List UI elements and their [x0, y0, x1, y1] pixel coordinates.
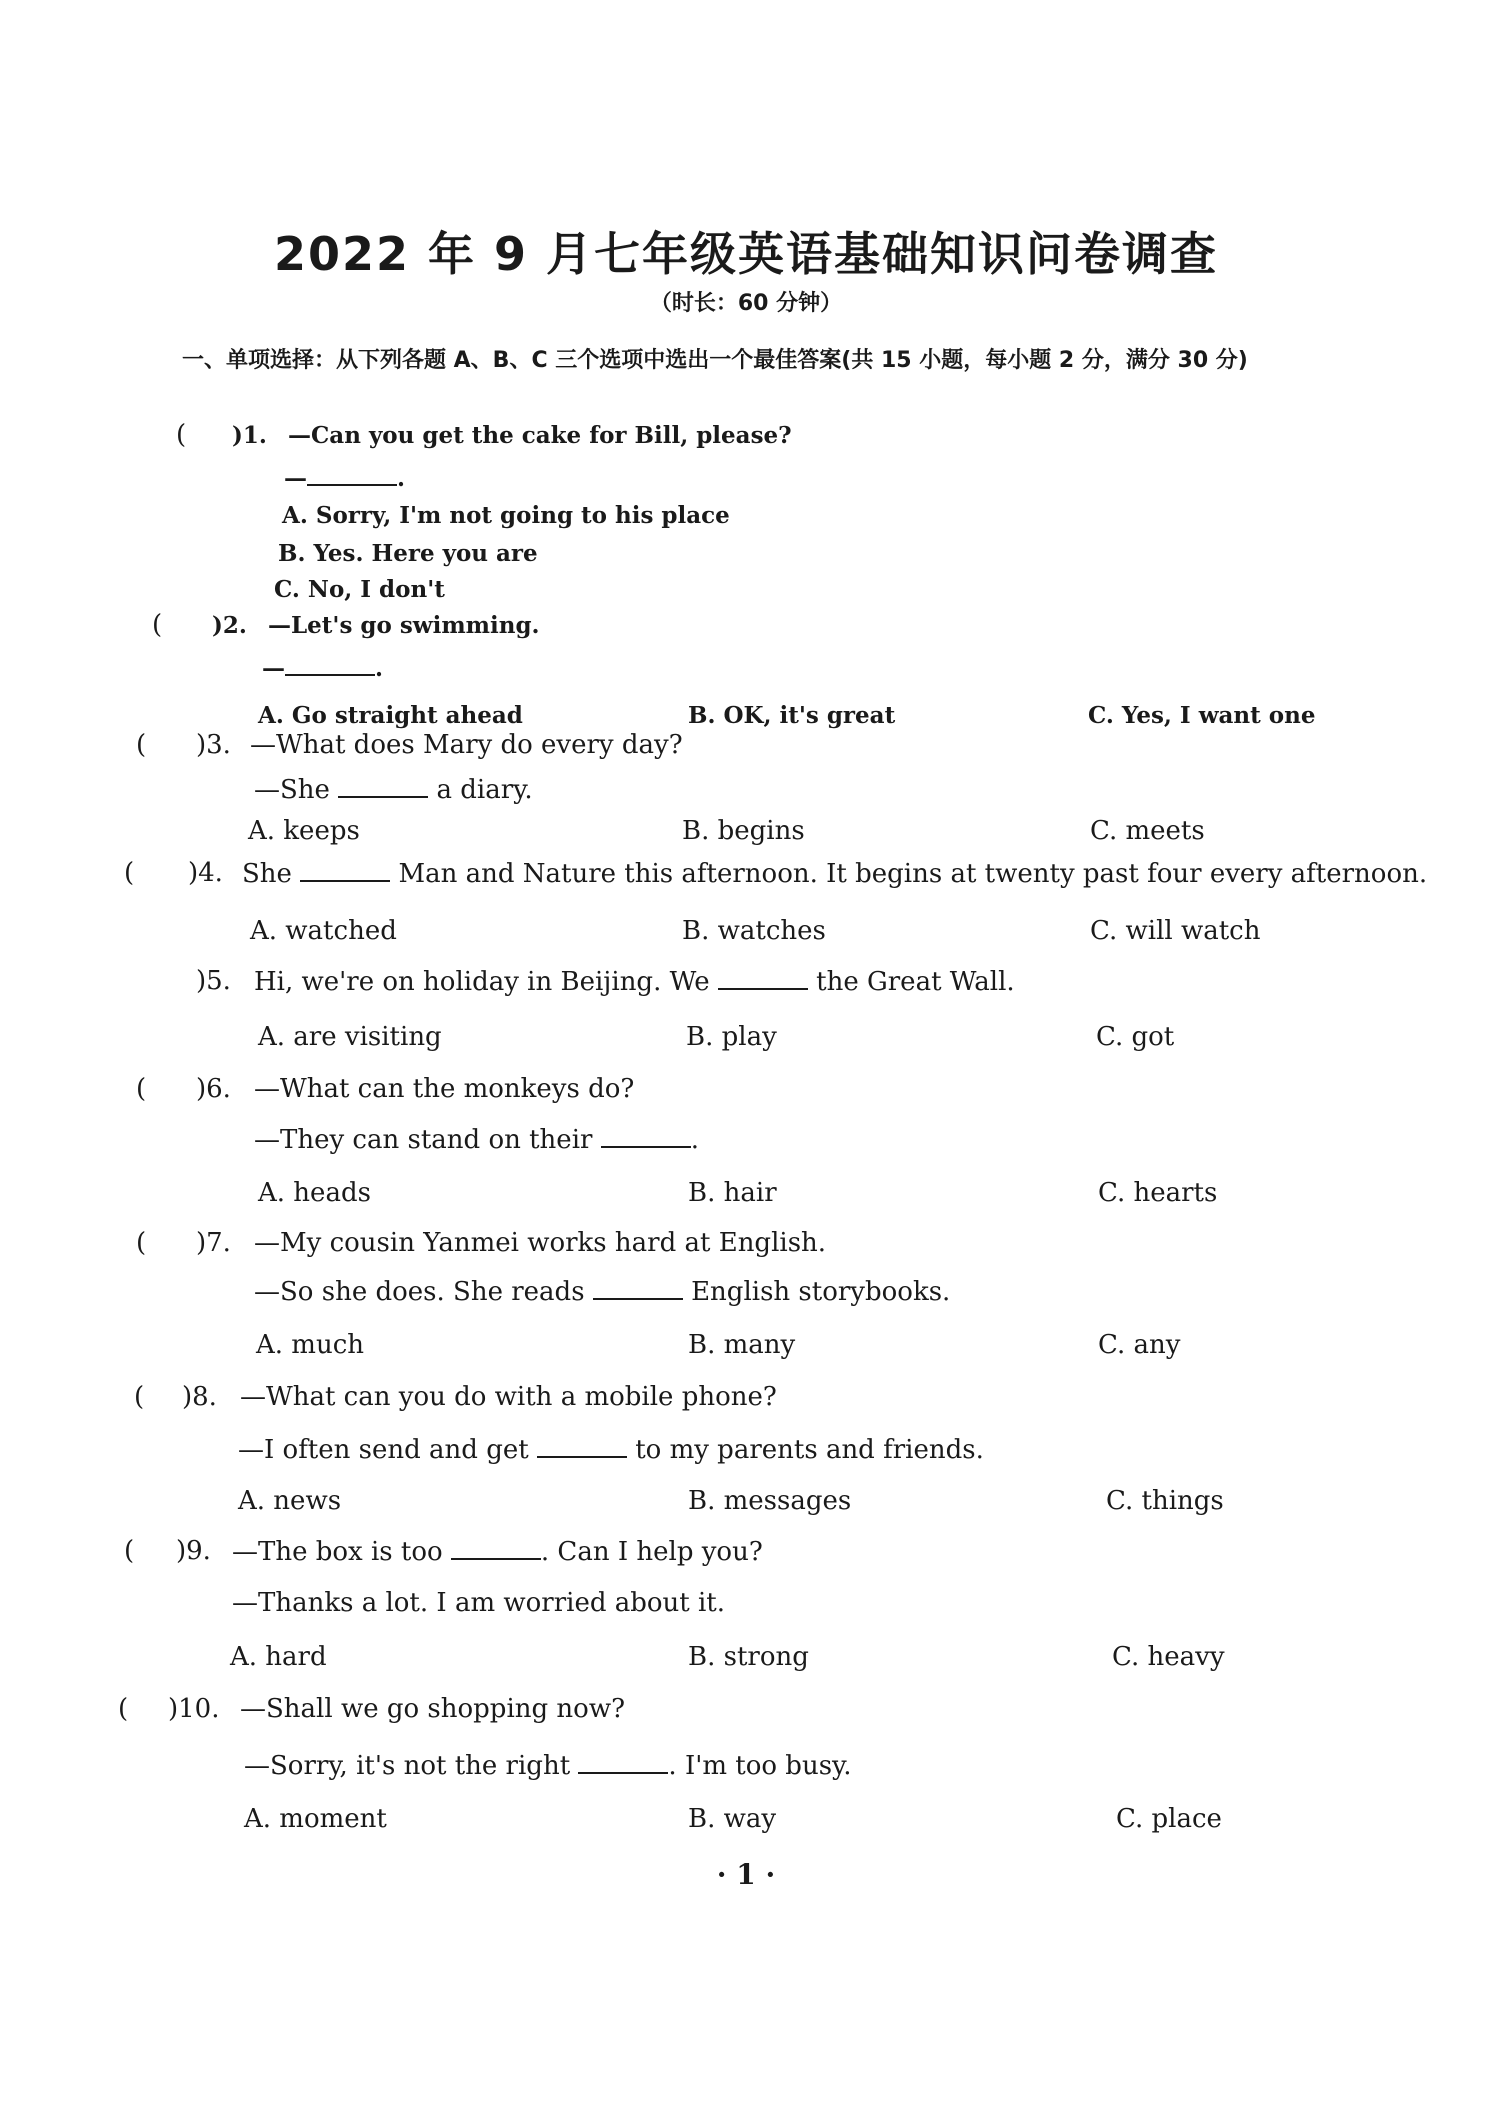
option-b: B. watches — [682, 916, 826, 946]
option-a: A. hard — [230, 1642, 327, 1672]
option-c: C. heavy — [1112, 1642, 1225, 1672]
option-b: B. messages — [688, 1486, 852, 1516]
question-reply: —They can stand on their . — [254, 1125, 699, 1155]
question-stem: —What does Mary do every day? — [250, 730, 683, 760]
option-c: C. things — [1106, 1486, 1224, 1516]
question-number: )2. — [212, 612, 247, 639]
answer-blank — [451, 1536, 541, 1560]
answer-blank — [537, 1434, 627, 1458]
section-instruction: 一、单项选择：从下列各题 A、B、C 三个选项中选出一个最佳答案(共 15 小题，每小题 2 分，满分 30 分) — [182, 348, 1248, 373]
question-stem: —Shall we go shopping now? — [240, 1694, 626, 1724]
option-a: A. Go straight ahead — [258, 702, 523, 729]
question-number: )6. — [196, 1074, 231, 1104]
question-stem: —The box is too . Can I help you? — [232, 1537, 763, 1567]
option-c: C. place — [1116, 1804, 1222, 1834]
option-c: C. Yes, I want one — [1088, 702, 1316, 729]
answer-paren: ( — [134, 1382, 145, 1412]
exam-title: 2022 年 9 月七年级英语基础知识问卷调查 — [273, 227, 1219, 281]
answer-paren: ( — [152, 610, 163, 640]
question-stem: She Man and Nature this afternoon. It begins at twenty past four every afternoon. — [242, 859, 1428, 889]
page-number: · 1 · — [716, 1858, 776, 1891]
option-c: C. any — [1098, 1330, 1181, 1360]
question-number: )4. — [188, 858, 223, 888]
question-number: )7. — [196, 1228, 231, 1258]
option-c: C. will watch — [1090, 916, 1261, 946]
option-b: B. hair — [688, 1178, 777, 1208]
question-reply: —So she does. She reads English storybooks. — [254, 1277, 951, 1307]
question-stem: —Let's go swimming. — [268, 612, 540, 639]
question-reply: —Sorry, it's not the right . I'm too busy. — [244, 1751, 852, 1781]
option-c: C. got — [1096, 1022, 1175, 1052]
question-stem: —What can the monkeys do? — [254, 1074, 635, 1104]
question-number: )5. — [196, 966, 231, 996]
option-b: B. strong — [688, 1642, 809, 1672]
question-reply: —Thanks a lot. I am worried about it. — [232, 1588, 726, 1618]
option-a: A. news — [238, 1486, 342, 1516]
option-b: B. many — [688, 1330, 796, 1360]
answer-paren: ( — [136, 1228, 147, 1258]
answer-blank — [307, 462, 397, 486]
question-stem: Hi, we're on holiday in Beijing. We the Great Wall. — [254, 967, 1015, 997]
answer-blank — [601, 1124, 691, 1148]
question-reply: —She a diary. — [254, 775, 533, 805]
option-a: A. keeps — [248, 816, 360, 846]
option-b: B. play — [686, 1022, 777, 1052]
question-stem: —Can you get the cake for Bill, please? — [288, 422, 792, 449]
answer-blank — [578, 1750, 668, 1774]
answer-paren: ( — [124, 858, 135, 888]
option-a: A. are visiting — [258, 1022, 442, 1052]
question-number: )1. — [232, 422, 267, 449]
option-b: B. OK, it's great — [688, 702, 896, 729]
question-stem: —What can you do with a mobile phone? — [240, 1382, 777, 1412]
option-b: B. Yes. Here you are — [278, 540, 538, 567]
answer-paren: ( — [136, 1074, 147, 1104]
answer-blank — [300, 858, 390, 882]
option-b: B. begins — [682, 816, 805, 846]
option-a: A. Sorry, I'm not going to his place — [282, 502, 730, 529]
option-c: C. hearts — [1098, 1178, 1218, 1208]
answer-paren: ( — [136, 730, 147, 760]
question-stem: —My cousin Yanmei works hard at English. — [254, 1228, 827, 1258]
option-c: C. meets — [1090, 816, 1205, 846]
exam-duration: （时长：60 分钟） — [649, 291, 843, 316]
question-reply: — . — [262, 652, 383, 682]
question-reply: —I often send and get to my parents and friends. — [238, 1435, 984, 1465]
answer-blank — [338, 774, 428, 798]
question-number: )10. — [168, 1694, 220, 1724]
option-a: A. heads — [258, 1178, 371, 1208]
option-a: A. much — [256, 1330, 365, 1360]
question-number: )8. — [182, 1382, 217, 1412]
question-number: )3. — [196, 730, 231, 760]
answer-blank — [593, 1276, 683, 1300]
answer-blank — [718, 966, 808, 990]
option-b: B. way — [688, 1804, 777, 1834]
question-reply: — . — [284, 462, 405, 492]
answer-paren: ( — [124, 1536, 135, 1566]
option-a: A. watched — [250, 916, 397, 946]
answer-paren: ( — [176, 420, 187, 450]
answer-blank — [285, 652, 375, 676]
option-a: A. moment — [244, 1804, 387, 1834]
answer-paren: ( — [118, 1694, 129, 1724]
option-c: C. No, I don't — [274, 576, 445, 603]
question-number: )9. — [176, 1536, 211, 1566]
